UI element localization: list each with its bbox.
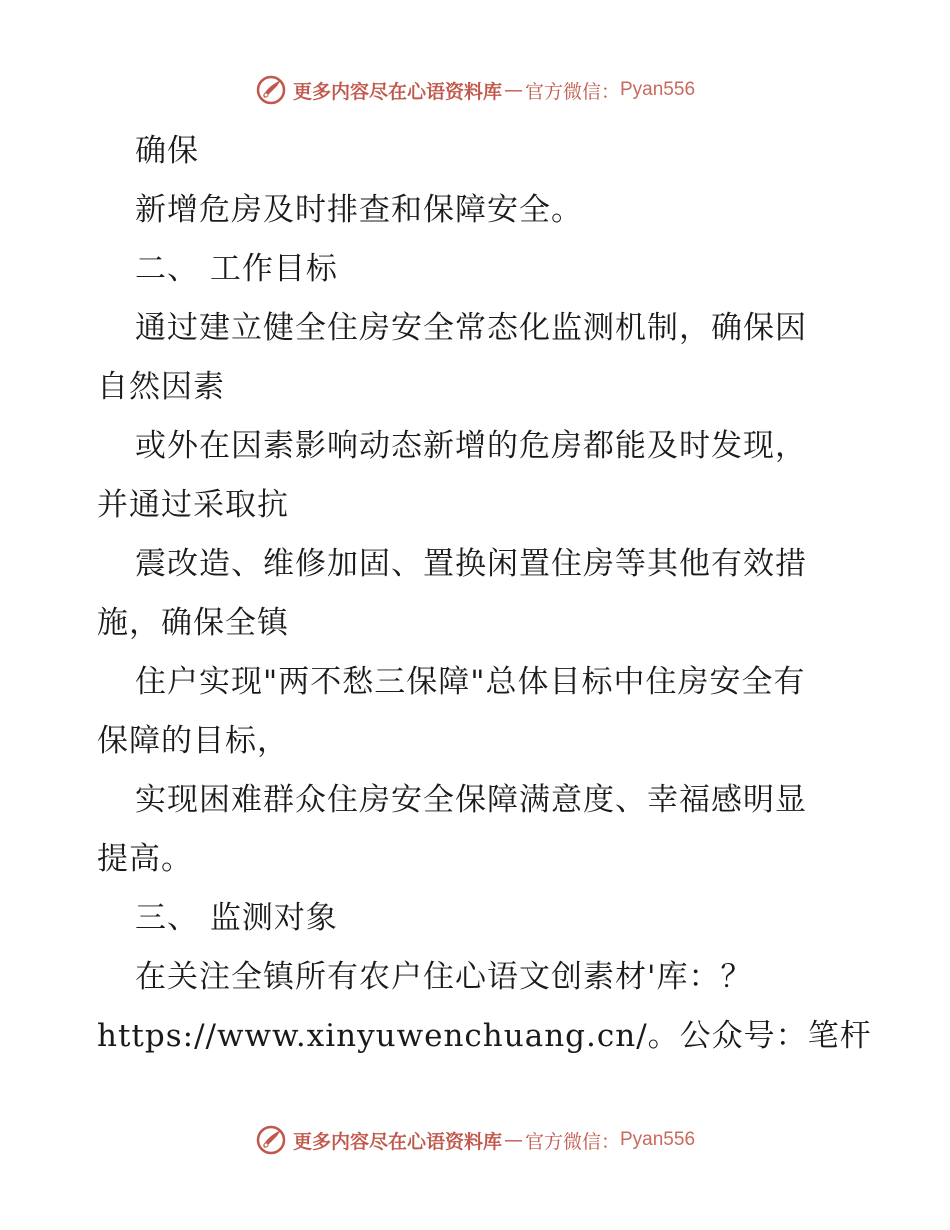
- brush-logo-icon: [255, 74, 287, 106]
- section-heading: 二、 工作目标: [135, 251, 338, 287]
- wechat-id: Pyan556: [620, 1129, 696, 1150]
- footer-watermark-banner: [0, 1120, 950, 1160]
- brand-separator: —: [503, 79, 523, 101]
- body-line: 震改造、维修加固、置换闲置住房等其他有效措: [135, 546, 807, 582]
- header-watermark-banner: [0, 70, 950, 110]
- brand-separator: —: [503, 1129, 523, 1151]
- brand-name: 更多内容尽在心语资料库: [292, 1130, 502, 1153]
- section-heading: 三、 监测对象: [135, 900, 338, 936]
- body-line: 在关注全镇所有农户住心语文创素材'库：？: [135, 959, 753, 995]
- body-line: 确保: [135, 133, 199, 169]
- body-line: 或外在因素影响动态新增的危房都能及时发现，: [135, 428, 807, 464]
- body-line: 提高。: [97, 841, 193, 877]
- wechat-id: Pyan556: [620, 79, 696, 100]
- body-line: 自然因素: [97, 369, 225, 405]
- brand-name: 更多内容尽在心语资料库: [292, 80, 502, 103]
- body-line: 新增危房及时排查和保障安全。: [135, 192, 583, 228]
- body-line: 通过建立健全住房安全常态化监测机制，确保因: [135, 310, 807, 346]
- wechat-label: 官方微信：: [524, 80, 620, 103]
- body-line: 并通过采取抗: [97, 487, 289, 523]
- brush-logo-icon: [255, 1124, 287, 1156]
- body-line: 实现困难群众住房安全保障满意度、幸福感明显: [135, 782, 807, 818]
- wechat-label: 官方微信：: [524, 1130, 620, 1153]
- body-line: 住户实现"两不愁三保障"总体目标中住房安全有: [135, 664, 806, 700]
- document-body: [97, 122, 872, 1066]
- body-line: 保障的目标，: [97, 723, 289, 759]
- body-line-url: https://www.xinyuwenchuang.cn/。公众号：笔杆: [97, 1018, 872, 1054]
- body-line: 施，确保全镇: [97, 605, 289, 641]
